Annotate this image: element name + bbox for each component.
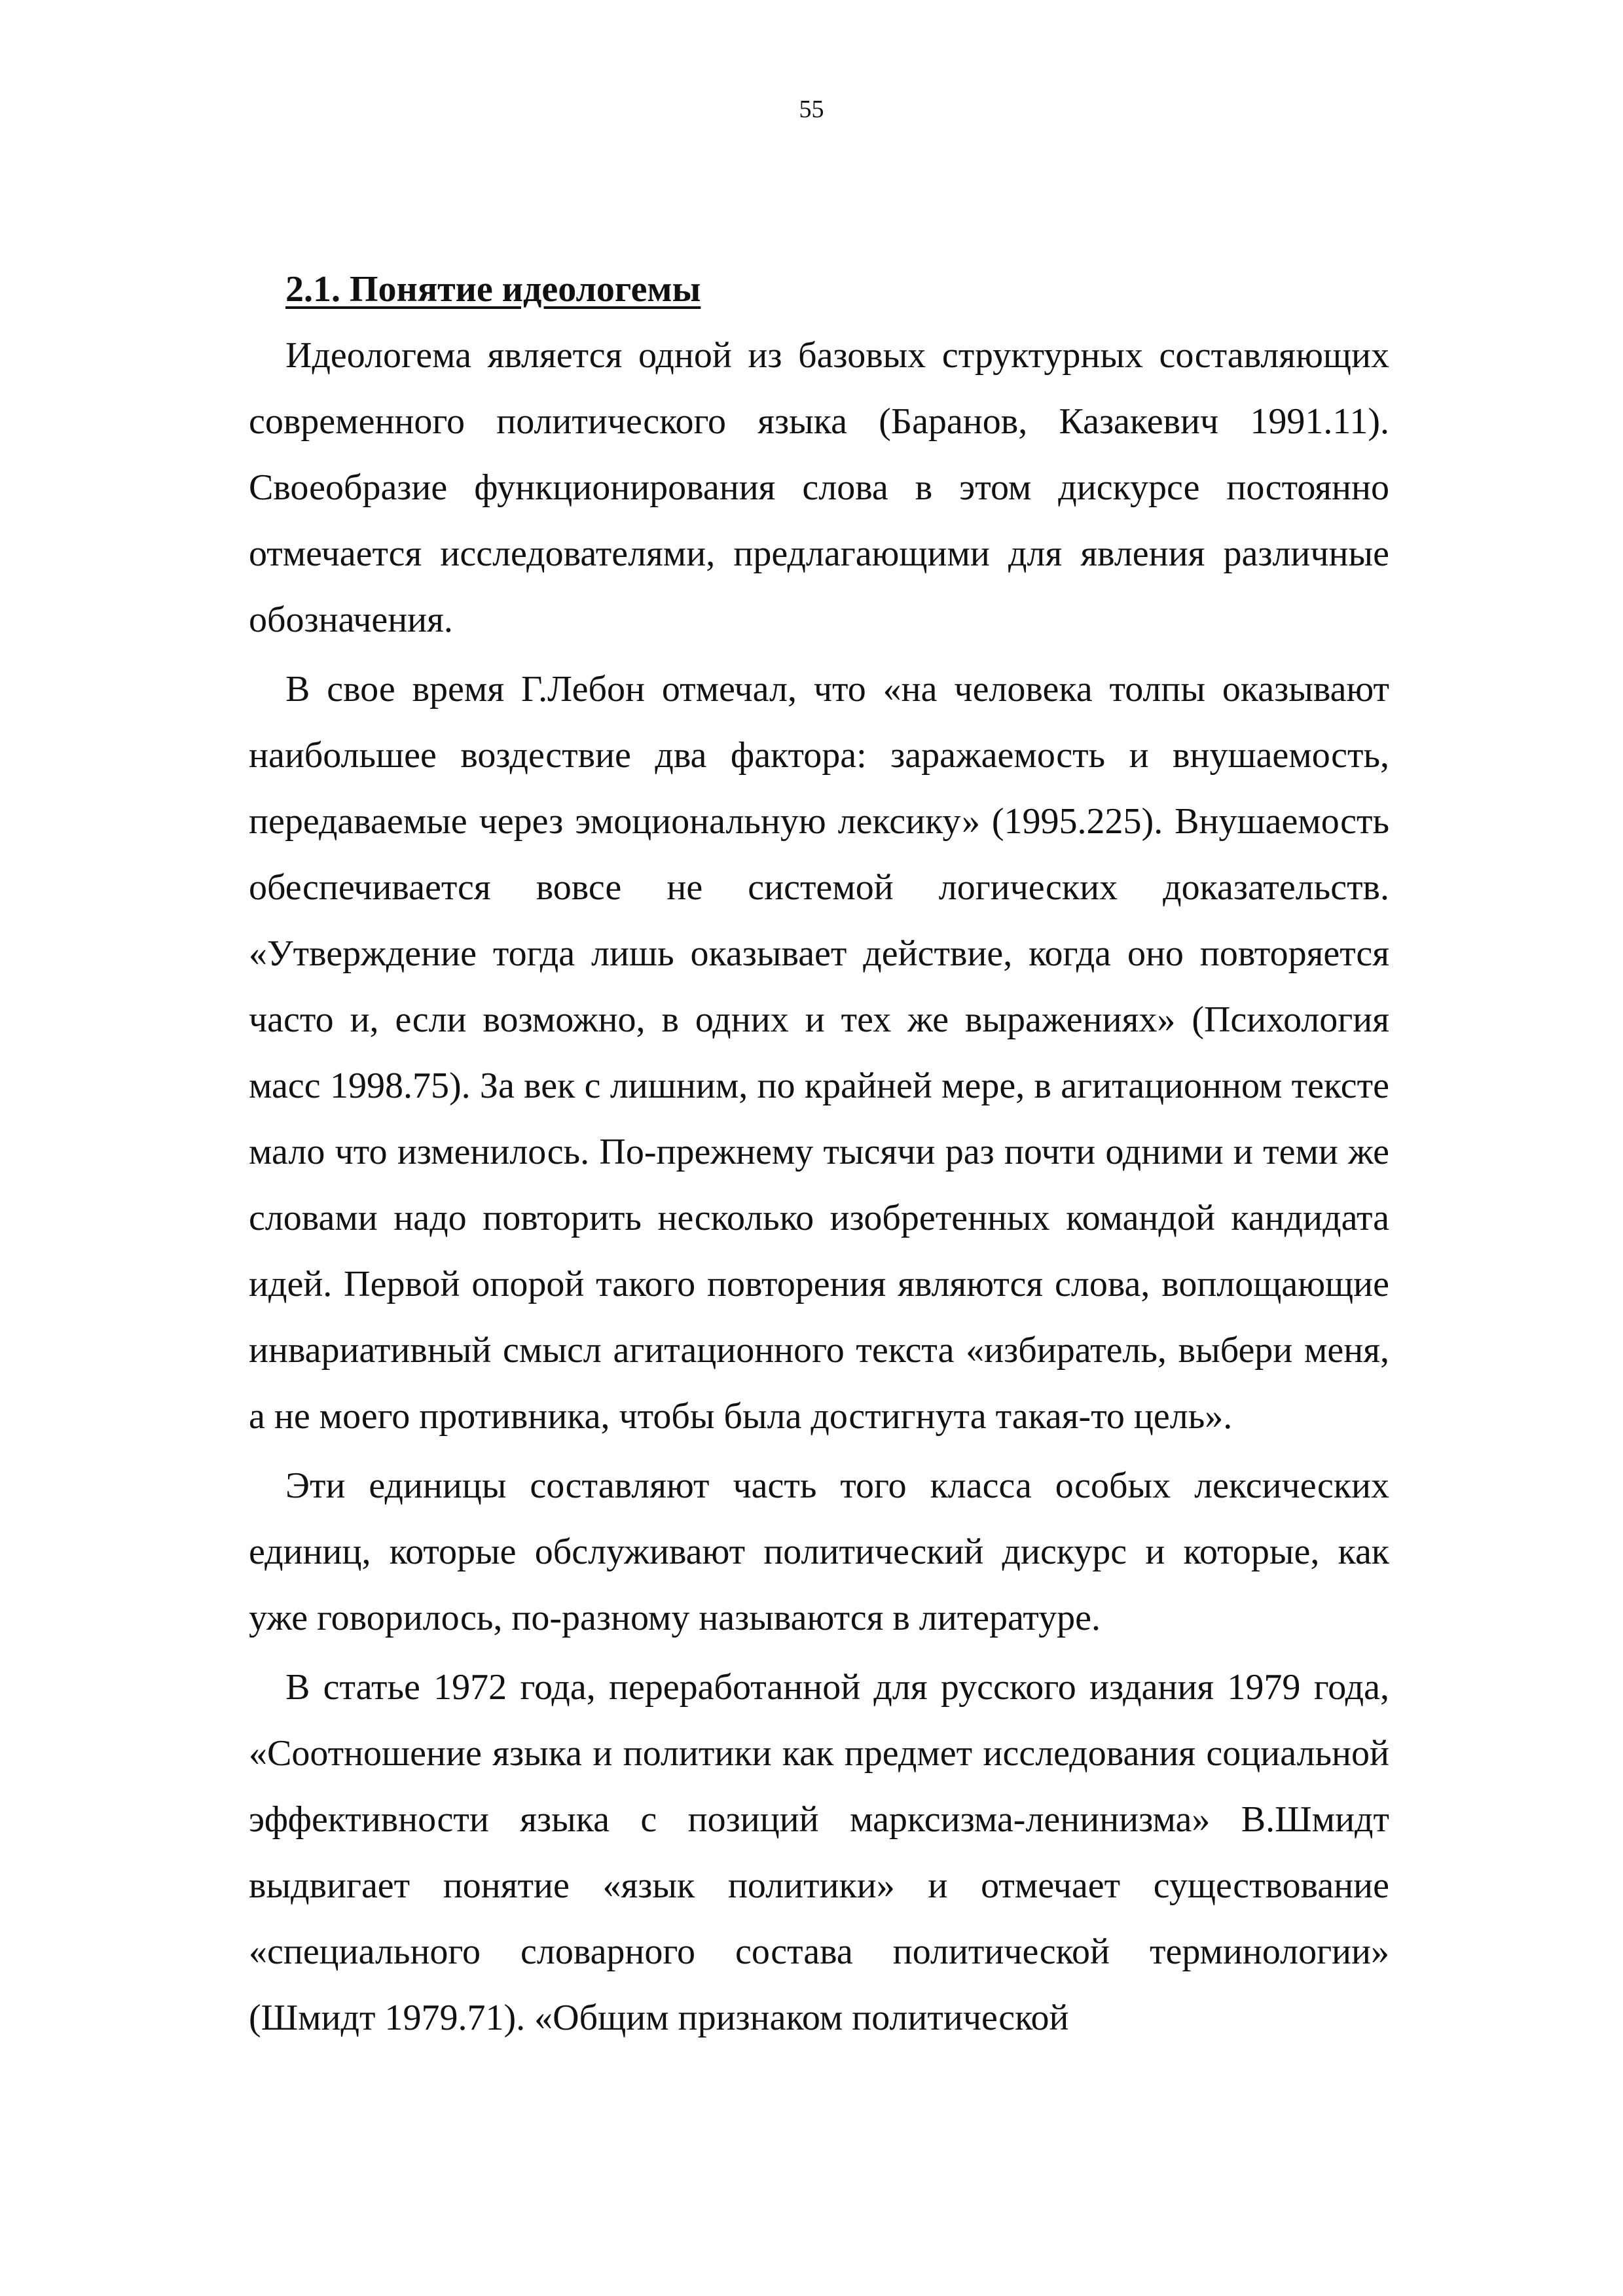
section-heading: 2.1. Понятие идеологемы (285, 269, 701, 310)
paragraph-4: В статье 1972 года, переработанной для русского издания 1979 года, «Соотношение языка и политики как предмет исследования социальной эффективности языка с позиций марксизма-ленинизма» В.Шмидт выдвигает понятие «язык политики» и отмечает существование «специального словарного состава политической терминологии» (Шмидт 1979.71). «Общим признаком политической (249, 1667, 1389, 2038)
paragraph-3: Эти единицы составляют часть того класса особых лексических единиц, которые обслуживают политический дискурс и которые, как уже говорилось, по-разному называются в литературе. (249, 1465, 1389, 1638)
page-number: 55 (799, 96, 824, 123)
paragraph-2: В свое время Г.Лебон отмечал, что «на человека толпы оказывают наибольшее воздествие два фактора: заражаемость и внушаемость, передаваемые через эмоциональную лексику» (1995.225). Внушаемость обеспечивается вовсе не системой логических доказательств. «Утверждение тогда лишь оказывает действие, когда оно повторяется часто и, если возможно, в одних и тех же выражениях» (Психология масс 1998.75). За век с лишним, по крайней мере, в агитационном тексте мало что изменилось. По-прежнему тысячи раз почти одними и теми же словами надо повторить несколько изобретенных командой кандидата идей. Первой опорой такого повторения являются слова, воплощающие инвариативный смысл агитационного текста «избиратель, выбери меня, а не моего противника, чтобы была достигнута такая-то цель». (249, 669, 1389, 1437)
paragraph-1: Идеологема является одной из базовых структурных составляющих современного политического языка (Баранов, Казакевич 1991.11). Своеобразие функционирования слова в этом дискурсе постоянно отмечается исследователями, предлагающими для явления различные обозначения. (249, 335, 1389, 640)
page-content (249, 257, 1389, 2051)
